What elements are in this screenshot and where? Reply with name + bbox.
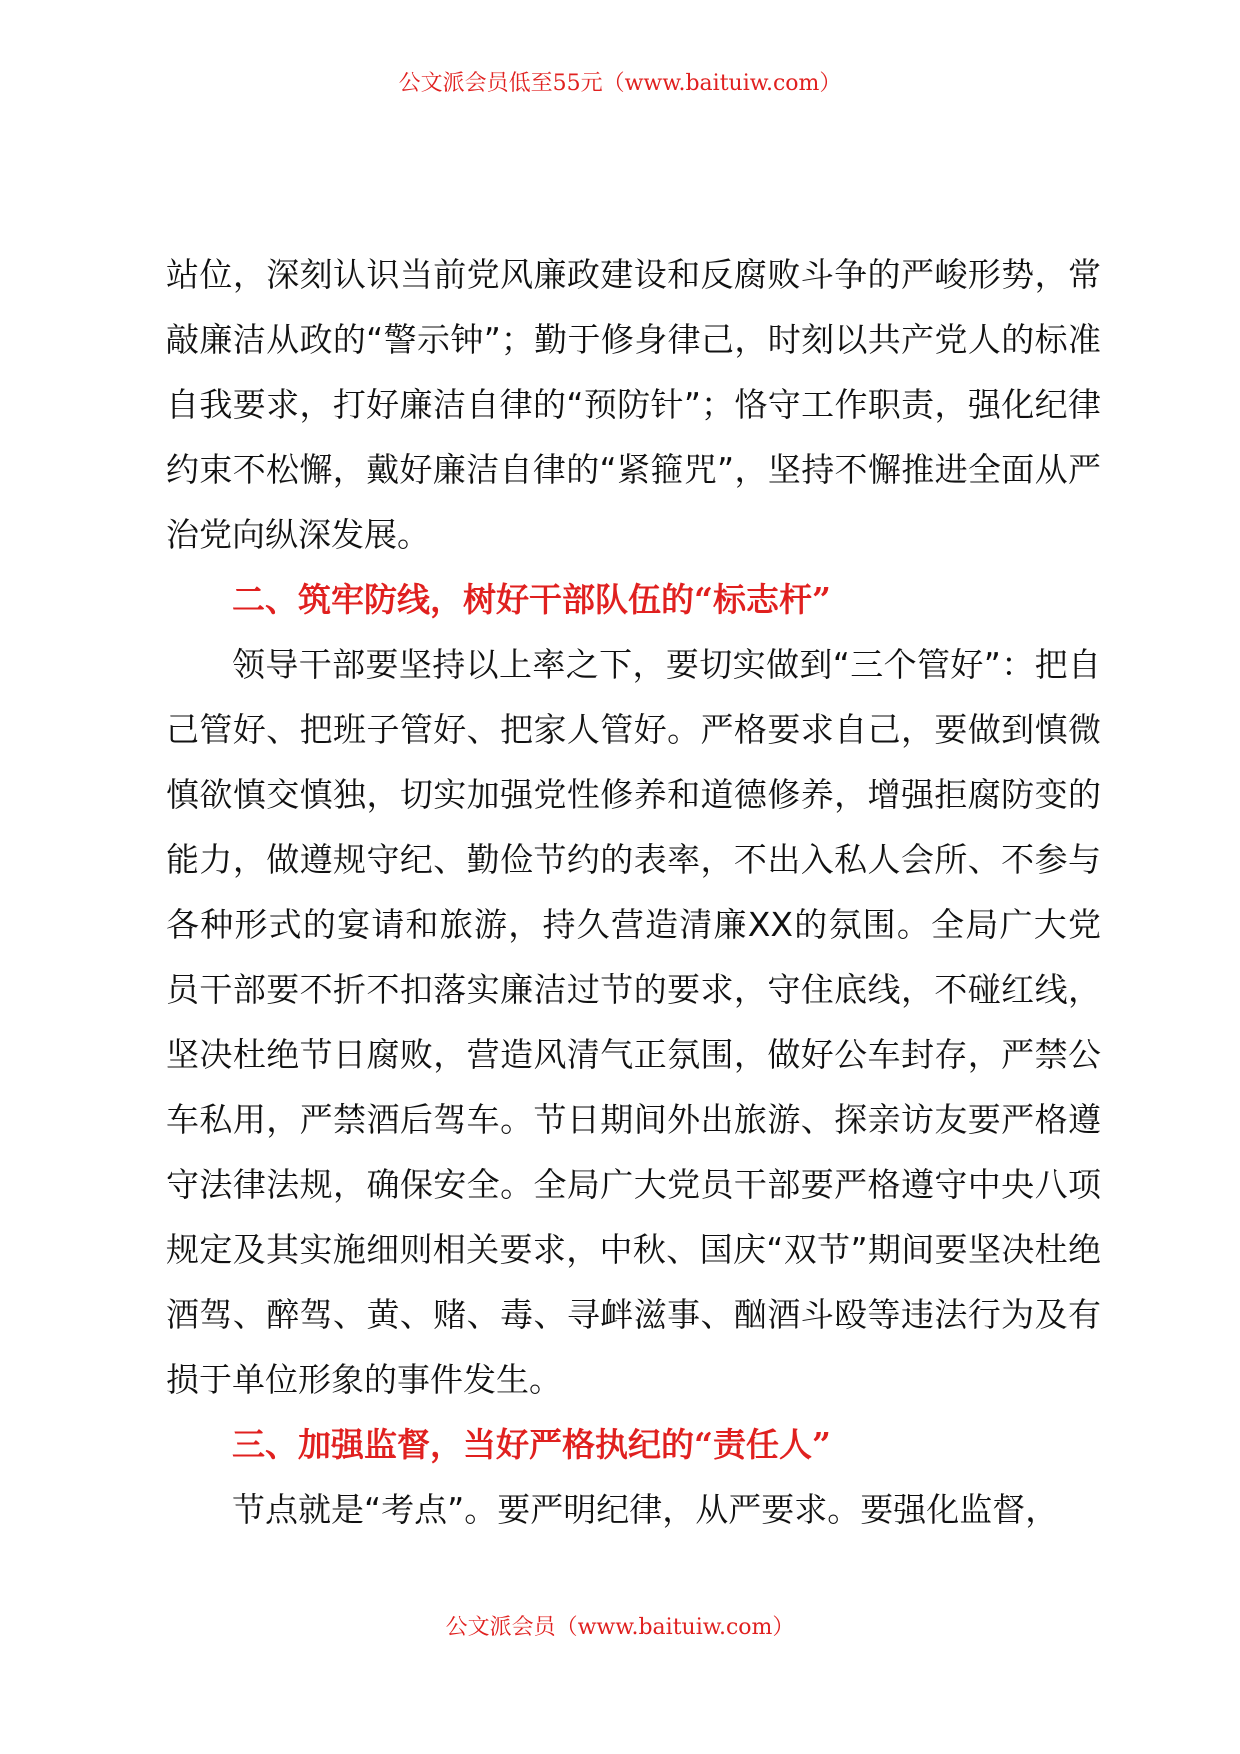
paragraph-section-3: 节点就是“考点”。要严明纪律，从严要求。要强化监督， — [232, 1490, 1059, 1529]
section-heading-2: 二、筑牢防线，树好干部队伍的“标志杆” — [232, 580, 831, 619]
section-heading-3: 三、加强监督，当好严格执纪的“责任人” — [232, 1425, 831, 1464]
paragraph-section-2: 领导干部要坚持以上率之下，要切实做到“三个管好”：把自己管好、把班子管好、把家人管好。严格要求自己，要做到慎微慎欲慎交慎独，切实加强党性修养和道德修养，增强拒腐防变的能力，做遵规守纪、勤俭节约的表率，不出入私人会所、不参与各种形式的宴请和旅游，持久营造清廉XX的氛围。全局广大党员干部要不折不扣落实廉洁过节的要求，守住底线，不碰红线，坚决杜绝节日腐败，营造风清气正氛围，做好公车封存，严禁公车私用，严禁酒后驾车。节日期间外出旅游、探亲访友要严格遵守法律法规，确保安全。全局广大党员干部要严格遵守中央八项规定及其实施细则相关要求，中秋、国庆“双节”期间要坚决杜绝酒驾、醉驾、黄、赌、毒、寻衅滋事、酗酒斗殴等违法行为及有损于单位形象的事件发生。 — [166, 645, 1101, 1399]
footer-watermark: 公文派会员（www.baituiw.com） — [445, 1615, 795, 1640]
header-watermark: 公文派会员低至55元（www.baituiw.com） — [398, 71, 842, 96]
document-body — [166, 242, 1101, 1542]
paragraph-continuation: 站位，深刻认识当前党风廉政建设和反腐败斗争的严峻形势，常敲廉洁从政的“警示钟”；勤于修身律己，时刻以共产党人的标准自我要求，打好廉洁自律的“预防针”；恪守工作职责，强化纪律约束不松懈，戴好廉洁自律的“紧箍咒”，坚持不懈推进全面从严治党向纵深发展。 — [166, 255, 1101, 554]
